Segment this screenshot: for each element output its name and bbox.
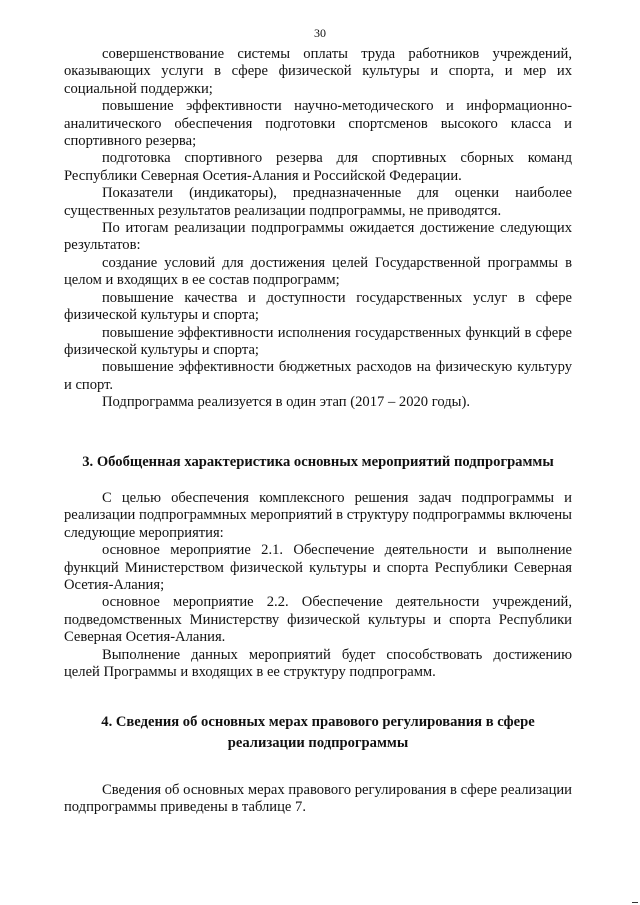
- paragraph: повышение качества и доступности государственных услуг в сфере физической культуры и спорта;: [64, 289, 572, 324]
- paragraph: Показатели (индикаторы), предназначенные для оценки наиболее существенных результатов реализации подпрограммы, не приводятся.: [64, 185, 572, 219]
- page-number: 30: [314, 26, 326, 40]
- section-3-body: [64, 490, 572, 681]
- paragraph: повышение эффективности научно-методического и информационно-аналитического обеспечения подготовки спортсменов высокого класса и спортивного резерва;: [64, 98, 572, 150]
- paragraph: Подпрограмма реализуется в один этап (2017 – 2020 годы).: [102, 394, 470, 411]
- section-3-heading: 3. Обобщенная характеристика основных мероприятий подпрограммы: [82, 454, 554, 470]
- paragraph: Выполнение данных мероприятий будет способствовать достижению целей Программы и входящих в ее структуру подпрограмм.: [64, 646, 572, 681]
- paragraph: повышение эффективности исполнения государственных функций в сфере физической культуры и спорта;: [64, 324, 572, 358]
- edge-mark: [632, 902, 638, 903]
- paragraph: подготовка спортивного резерва для спортивных сборных команд Республики Северная Осетия-Алания и Российской Федерации.: [64, 150, 572, 184]
- paragraph: С целью обеспечения комплексного решения задач подпрограммы и реализации подпрограммных мероприятий в структуру подпрограммы включены следующие мероприятия:: [64, 490, 572, 541]
- block-1: [64, 46, 572, 412]
- paragraph: совершенствование системы оплаты труда работников учреждений, оказывающих услуги в сфере физической культуры и спорта, и мер их социальной поддержки;: [64, 46, 572, 97]
- section-4-body: [64, 782, 572, 817]
- paragraph: создание условий для достижения целей Государственной программы в целом и входящих в ее состав подпрограмм;: [64, 254, 572, 289]
- paragraph: основное мероприятие 2.2. Обеспечение деятельности учреждений, подведомственных Министерству физической культуры и спорта Республики Северная Осетия-Алания.: [64, 594, 572, 646]
- paragraph: повышение эффективности бюджетных расходов на физическую культуру и спорт.: [64, 359, 572, 393]
- paragraph: По итогам реализации подпрограммы ожидается достижение следующих результатов:: [64, 220, 572, 254]
- section-4-heading: 4. Сведения об основных мерах правового регулирования в сфере реализации подпрограммы: [101, 714, 535, 751]
- paragraph: основное мероприятие 2.1. Обеспечение деятельности и выполнение функций Министерством физической культуры и спорта Республики Северная Осетия-Алания;: [64, 542, 572, 594]
- paragraph: Сведения об основных мерах правового регулирования в сфере реализации подпрограммы приведены в таблице 7.: [64, 782, 572, 816]
